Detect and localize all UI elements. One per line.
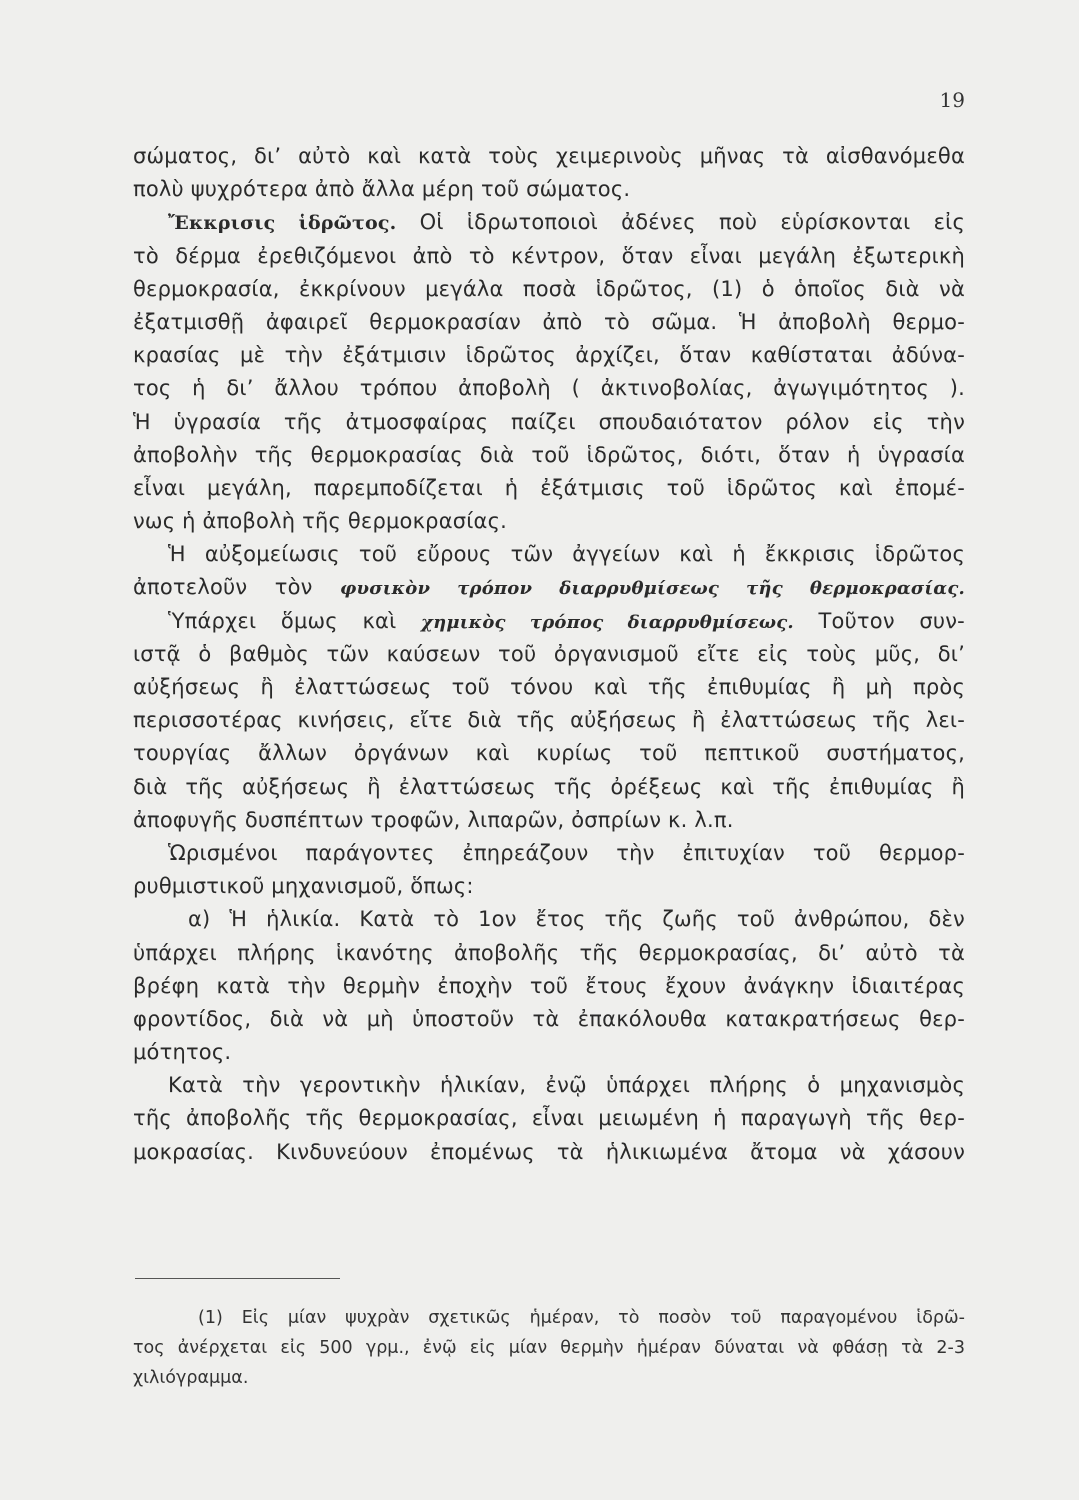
footnote-line: τος ἀνέρχεται εἰς 500 γρμ., ἐνῷ εἰς μίαν θερμὴν ἡμέραν δύναται νὰ φθάσῃ τὰ 2-3 bbox=[133, 1338, 965, 1358]
body-text bbox=[133, 140, 965, 1169]
text-line: διὰ τῆς αὐξήσεως ἢ ἐλαττώσεως τῆς ὀρέξεως καὶ τῆς ἐπιθυμίας ἢ bbox=[133, 774, 965, 799]
text-line: τος ἡ δι’ ἄλλου τρόπου ἀποβολὴ ( ἀκτινοβολίας, ἀγωγιμότητος ). bbox=[133, 376, 965, 401]
text-line: Ἡ ὑγρασία τῆς ἀτμοσφαίρας παίζει σπουδαιότατον ρόλον εἰς τὴν bbox=[133, 409, 965, 434]
text-line bbox=[133, 605, 965, 638]
footnote-divider bbox=[135, 1278, 340, 1279]
text-line: τὸ δέρμα ἐρεθιζόμενοι ἀπὸ τὸ κέντρον, ὅταν εἶναι μεγάλη ἐξωτερικὴ bbox=[133, 243, 965, 268]
emphasis-physical-regulation: φυσικὸν τρόπον διαρρυθμίσεως τῆς θερμοκρασίας. bbox=[340, 578, 965, 600]
text-line: ἀποβολὴν τῆς θερμοκρασίας διὰ τοῦ ἱδρῶτος, διότι, ὅταν ἡ ὑγρασία bbox=[133, 442, 965, 467]
text-line: βρέφη κατὰ τὴν θερμὴν ἐποχὴν τοῦ ἔτους ἔχουν ἀνάγκην ἰδιαιτέρας bbox=[133, 973, 965, 998]
footnote bbox=[133, 1303, 965, 1393]
text-line: φροντίδος, διὰ νὰ μὴ ὑποστοῦν τὰ ἐπακόλουθα κατακρατήσεως θερ- bbox=[133, 1006, 965, 1031]
text-line: ἐξατμισθῇ ἀφαιρεῖ θερμοκρασίαν ἀπὸ τὸ σῶμα. Ἡ ἀποβολὴ θερμο- bbox=[133, 309, 965, 334]
footnote-line: (1) Εἰς μίαν ψυχρὰν σχετικῶς ἡμέραν, τὸ ποσὸν τοῦ παραγομένου ἱδρῶ- bbox=[198, 1308, 965, 1328]
text-line: μοκρασίας. Κινδυνεύουν ἐπομένως τὰ ἡλικιωμένα ἄτομα νὰ χάσουν bbox=[133, 1139, 965, 1164]
text-segment: ἀποτελοῦν τὸν bbox=[133, 575, 313, 600]
text-line: εἶναι μεγάλη, παρεμποδίζεται ἡ ἐξάτμισις τοῦ ἱδρῶτος καὶ ἐπομέ- bbox=[133, 475, 965, 500]
text-line: αὐξήσεως ἢ ἐλαττώσεως τοῦ τόνου καὶ τῆς ἐπιθυμίας ἢ μὴ πρὸς bbox=[133, 675, 965, 699]
text-line: ρυθμιστικοῦ μηχανισμοῦ, ὅπως: bbox=[133, 874, 474, 899]
text-line: μότητος. bbox=[133, 1040, 232, 1065]
text-line: θερμοκρασία, ἐκκρίνουν μεγάλα ποσὰ ἱδρῶτος, (1) ὁ ὁποῖος διὰ νὰ bbox=[133, 276, 965, 301]
text-line: σώματος, δι’ αὐτὸ καὶ κατὰ τοὺς χειμερινοὺς μῆνας τὰ αἰσθανόμεθα bbox=[133, 144, 965, 168]
text-line: τουργίας ἄλλων ὀργάνων καὶ κυρίως τοῦ πεπτικοῦ συστήματος, bbox=[133, 741, 965, 766]
section-heading: Ἔκκρισις ἱδρῶτος. bbox=[168, 212, 397, 235]
text-line: νως ἡ ἀποβολὴ τῆς θερμοκρασίας. bbox=[133, 509, 507, 534]
text-line: Ἡ αὐξομείωσις τοῦ εὔρους τῶν ἀγγείων καὶ ἡ ἔκκρισις ἱδρῶτος bbox=[168, 542, 965, 567]
footnote-line: χιλιόγραμμα. bbox=[133, 1368, 249, 1388]
text-line: περισσοτέρας κινήσεις, εἴτε διὰ τῆς αὐξήσεως ἢ ἐλαττώσεως τῆς λει- bbox=[133, 708, 965, 733]
emphasis-chemical-regulation: χημικὸς τρόπος διαρρυθμίσεως. bbox=[421, 611, 794, 633]
text-line: κρασίας μὲ τὴν ἐξάτμισιν ἱδρῶτος ἀρχίζει, ὅταν καθίσταται ἀδύνα- bbox=[133, 343, 965, 368]
text-line: ὑπάρχει πλήρης ἱκανότης ἀποβολῆς τῆς θερμοκρασίας, δι’ αὐτὸ τὰ bbox=[133, 940, 965, 965]
text-line bbox=[133, 206, 965, 239]
page-number: 19 bbox=[939, 88, 965, 112]
text-segment: Ὑπάρχει ὅμως καὶ bbox=[168, 608, 397, 633]
text-segment: Οἱ ἱδρωτοποιοὶ ἀδένες ποὺ εὑρίσκονται εἰς bbox=[419, 210, 965, 235]
text-line: Κατὰ τὴν γεροντικὴν ἡλικίαν, ἐνῷ ὑπάρχει πλήρης ὁ μηχανισμὸς bbox=[168, 1073, 965, 1098]
text-line: πολὺ ψυχρότερα ἀπὸ ἄλλα μέρη τοῦ σώματος. bbox=[133, 177, 631, 202]
text-line: ιστᾷ ὁ βαθμὸς τῶν καύσεων τοῦ ὀργανισμοῦ εἴτε εἰς τοὺς μῦς, δι’ bbox=[133, 641, 965, 666]
text-line: ἀποφυγῆς δυσπέπτων τροφῶν, λιπαρῶν, ὀσπρίων κ. λ.π. bbox=[133, 807, 734, 832]
text-line: α) Ἡ ἡλικία. Κατὰ τὸ 1ον ἔτος τῆς ζωῆς τοῦ ἀνθρώπου, δὲν bbox=[188, 907, 965, 932]
text-line: τῆς ἀποβολῆς τῆς θερμοκρασίας, εἶναι μειωμένη ἡ παραγωγὴ τῆς θερ- bbox=[133, 1106, 965, 1131]
text-segment: Τοῦτον συν- bbox=[818, 608, 965, 633]
text-line bbox=[133, 571, 965, 604]
text-line: Ὡρισμένοι παράγοντες ἐπηρεάζουν τὴν ἐπιτυχίαν τοῦ θερμορ- bbox=[168, 840, 965, 865]
